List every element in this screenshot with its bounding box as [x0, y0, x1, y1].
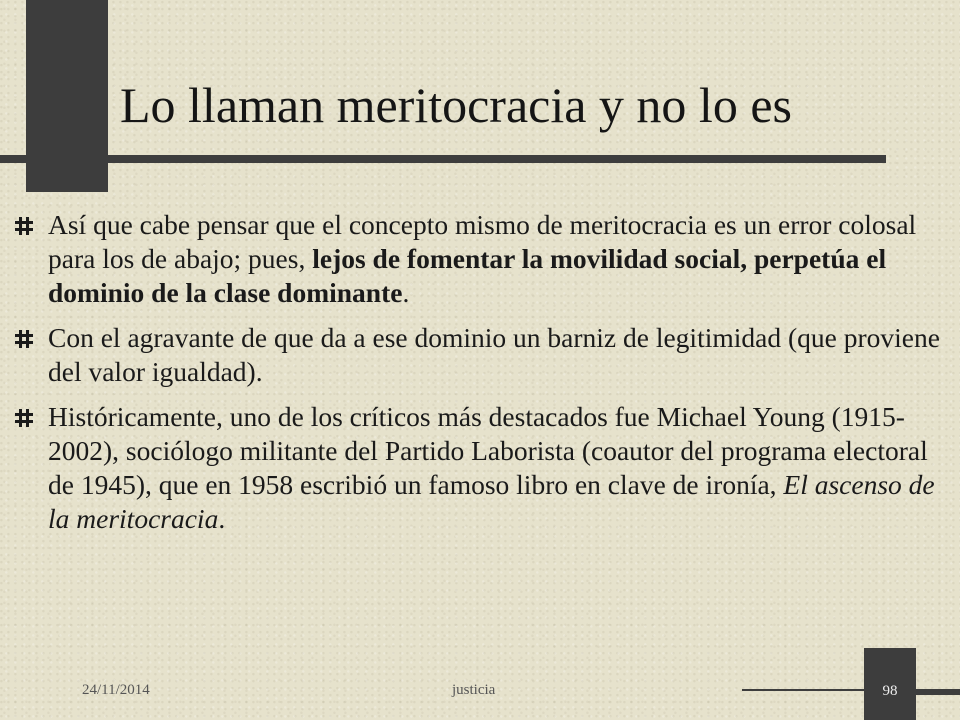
footer-date: 24/11/2014: [82, 682, 150, 698]
footer-rule-left: [742, 689, 864, 691]
bullet-3-book-title: El ascenso de la meritocracia: [48, 469, 935, 534]
hash-bullet-icon: [14, 216, 34, 236]
footer-rule-right: [916, 689, 960, 695]
bullet-1-bold-text: lejos de fomentar la movilidad social, perpetúa el dominio de la clase dominante: [48, 243, 887, 308]
bullet-1-trailing-text: .: [402, 277, 410, 308]
bullet-item-2: [14, 321, 949, 389]
bullet-2-text: Con el agravante de que da a ese dominio un barniz de legitimidad (que proviene del valor igualdad).: [48, 322, 940, 387]
bullet-1-text: Así que cabe pensar que el concepto mismo de meritocracia es un error colosal para los de abajo; pues,: [48, 209, 917, 274]
bullet-list: [14, 208, 949, 547]
bullet-3-text: Históricamente, uno de los críticos más destacados fue Michael Young (1915-2002), sociólogo militante del Partido Laborista (coautor del programa electoral de 1945), que en 1958 escribió un famoso libro en clave de ironía,: [48, 401, 928, 500]
bullet-3-trailing-text: .: [218, 503, 226, 534]
hash-bullet-icon: [14, 329, 34, 349]
hash-bullet-icon: [14, 408, 34, 428]
title-accent-block: [26, 0, 108, 192]
title-underline-rule: [0, 155, 886, 163]
slide-title: Lo llaman meritocracia y no lo es: [120, 77, 792, 133]
page-number: 98: [882, 683, 898, 699]
footer-topic: justicia: [452, 682, 496, 698]
bullet-item-3: [14, 400, 949, 536]
slide-footer: [0, 648, 960, 720]
bullet-item-1: [14, 208, 949, 310]
page-number-box: [864, 648, 916, 720]
